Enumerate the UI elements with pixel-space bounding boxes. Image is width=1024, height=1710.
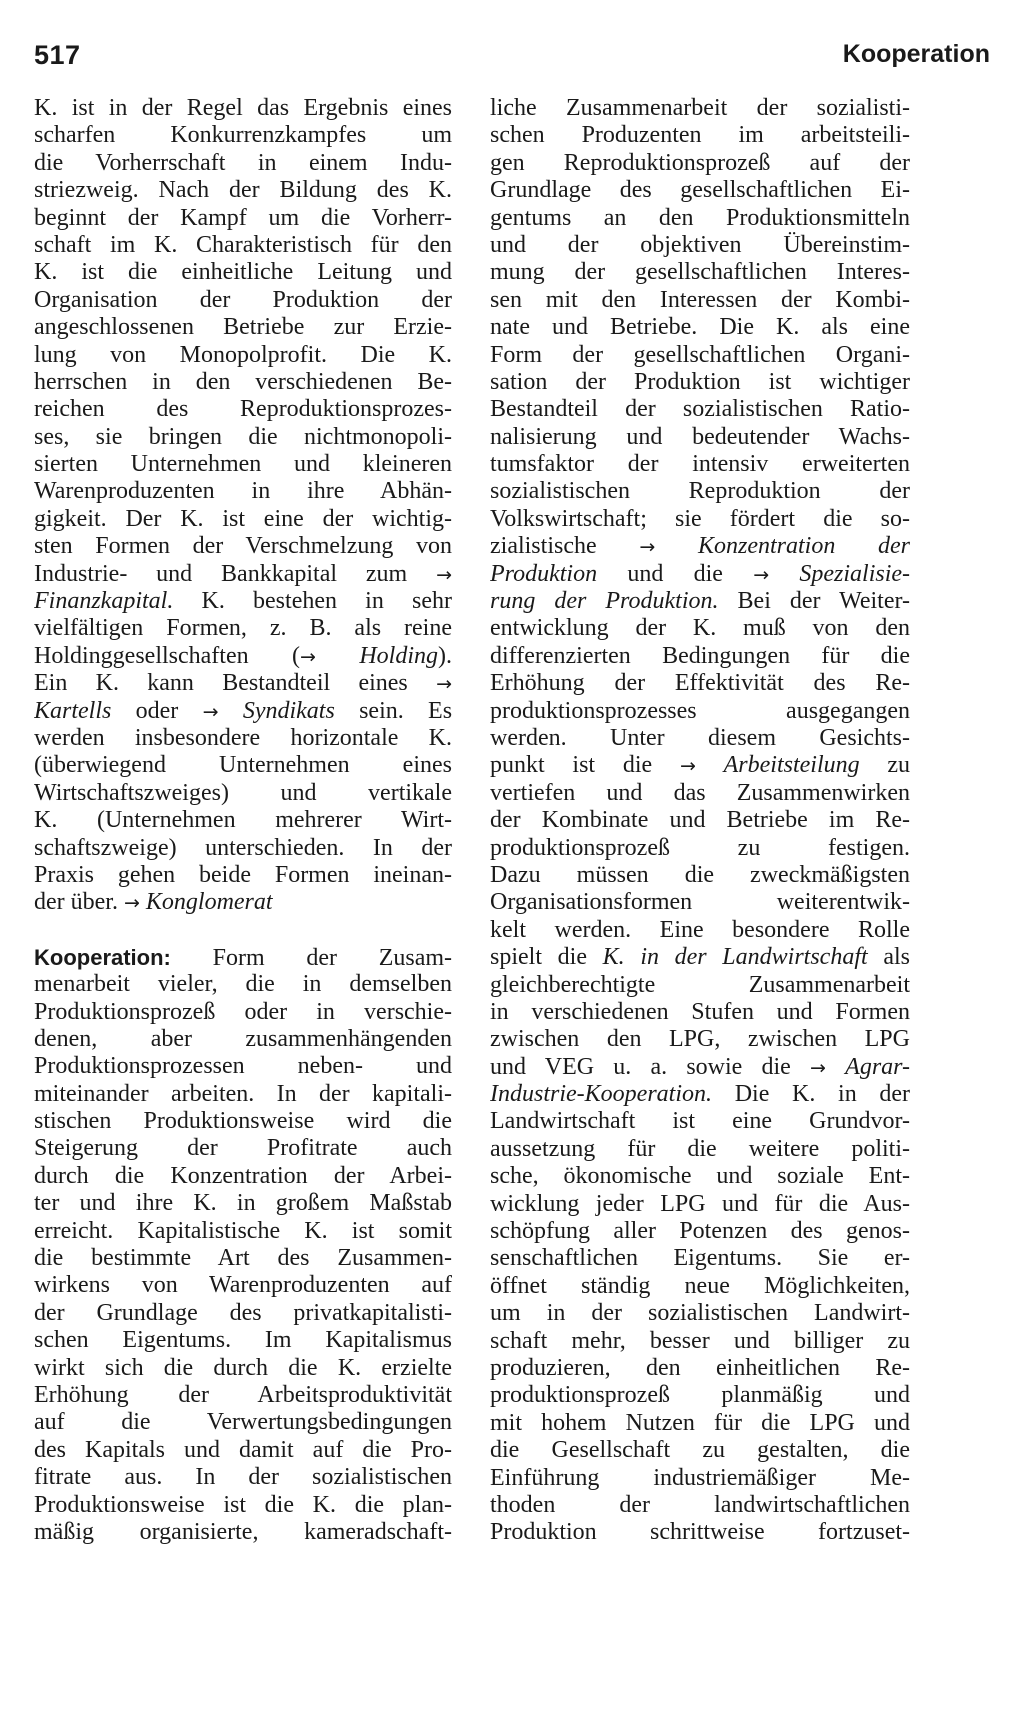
cross-reference[interactable]: Kartells: [34, 697, 112, 724]
entry-term: Kooperation:: [34, 944, 171, 970]
text-line: gigkeit. Der K. ist eine der wichtig-: [34, 505, 452, 532]
text-line: denen, aber zusammenhängenden: [34, 1025, 452, 1052]
text-line: lung von Monopolprofit. Die K.: [34, 341, 452, 368]
running-head: Kooperation: [842, 40, 990, 68]
cross-reference[interactable]: Syndikats: [242, 697, 335, 724]
text-line: spielt die K. in der Landwirtschaft als: [490, 944, 910, 971]
arrow-icon: →: [123, 892, 140, 915]
page-number: 517: [34, 40, 81, 70]
text-line: miteinander arbeiten. In der kapitali-: [34, 1080, 452, 1107]
arrow-icon: →: [639, 536, 656, 559]
text-line: wirkt sich die durch die K. erzielte: [34, 1354, 452, 1381]
text-line: Industrie-Kooperation. Die K. in der: [490, 1081, 910, 1108]
cross-reference[interactable]: Agrar-: [845, 1053, 910, 1080]
text-line: öffnet ständig neue Möglichkeiten,: [490, 1272, 910, 1299]
text-line: Industrie- und Bankkapital zum →: [34, 560, 452, 587]
text-line: vertiefen und das Zusammenwirken: [490, 779, 910, 806]
text-line: Erhöhung der Effektivität des Re-: [490, 670, 910, 697]
text-line: beginnt der Kampf um die Vorherr-: [34, 204, 452, 231]
text-line: kelt werden. Eine besondere Rolle: [490, 916, 910, 943]
text-line: und der objektiven Übereinstim-: [490, 231, 910, 258]
text-line: wirkens von Warenproduzenten auf: [34, 1272, 452, 1299]
text-line: die Gesellschaft zu gestalten, die: [490, 1437, 910, 1464]
text-line: gen Reproduktionsprozeß auf der: [490, 149, 910, 176]
cross-reference[interactable]: K. in der Landwirtschaft: [602, 944, 868, 971]
cross-reference[interactable]: Spezialisie-: [799, 560, 910, 587]
text-line: Bestandteil der sozialistischen Ratio-: [490, 396, 910, 423]
right-column: [490, 95, 910, 1547]
text-line: wicklung jeder LPG und für die Aus-: [490, 1190, 910, 1217]
text-line: sozialistischen Reproduktion der: [490, 478, 910, 505]
text-line: sten Formen der Verschmelzung von: [34, 533, 452, 560]
text-line: Kartells oder → Syndikats sein. Es: [34, 697, 452, 724]
cross-reference[interactable]: Arbeitsteilung: [723, 752, 860, 779]
text-line: vielfältigen Formen, z. B. als reine: [34, 615, 452, 642]
text-line: die Vorherrschaft in einem Indu-: [34, 149, 452, 176]
text-line: Einführung industriemäßiger Me-: [490, 1464, 910, 1491]
text-line: reichen des Reproduktionsprozes-: [34, 396, 452, 423]
text-line: menarbeit vieler, die in demselben: [34, 971, 452, 998]
cross-reference[interactable]: Konzentration der: [697, 533, 910, 560]
cross-reference[interactable]: rung der Produktion.: [490, 588, 719, 615]
page-header: [34, 40, 990, 80]
text-line: Grundlage des gesellschaftlichen Ei-: [490, 177, 910, 204]
text-line: schaft mehr, besser und billiger zu: [490, 1327, 910, 1354]
text-line: mit hohem Nutzen für die LPG und: [490, 1409, 910, 1436]
text-line: Landwirtschaft ist eine Grundvor-: [490, 1108, 910, 1135]
text-line: sche, ökonomische und soziale Ent-: [490, 1163, 910, 1190]
text-line: striezweig. Nach der Bildung des K.: [34, 177, 452, 204]
arrow-icon: →: [810, 1056, 826, 1079]
text-line: nate und Betriebe. Die K. als eine: [490, 314, 910, 341]
text-line: Produktionsweise ist die K. die plan-: [34, 1491, 452, 1518]
entry-gap: [34, 917, 452, 944]
text-line: Produktion schrittweise fortzuset-: [490, 1519, 910, 1546]
cross-reference[interactable]: Konglomerat: [145, 889, 273, 916]
text-line: thoden der landwirtschaftlichen: [490, 1491, 910, 1518]
arrow-icon: →: [753, 563, 770, 586]
text-line: schöpfung aller Potenzen des genos-: [490, 1218, 910, 1245]
text-line: aussetzung für die weitere politi-: [490, 1135, 910, 1162]
text-line: angeschlossenen Betriebe zur Erzie-: [34, 314, 452, 341]
text-line: und VEG u. a. sowie die → Agrar-: [490, 1053, 910, 1080]
text-line: K. (Unternehmen mehrerer Wirt-: [34, 807, 452, 834]
text-line: in verschiedenen Stufen und Formen: [490, 998, 910, 1025]
text-line: Form der gesellschaftlichen Organi-: [490, 341, 910, 368]
text-line: durch die Konzentration der Arbei-: [34, 1162, 452, 1189]
text-line: mung der gesellschaftlichen Interes-: [490, 259, 910, 286]
text-line: Produktionsprozeß oder in verschie-: [34, 998, 452, 1025]
text-line: liche Zusammenarbeit der sozialisti-: [490, 95, 910, 121]
text-line: Dazu müssen die zweckmäßigsten: [490, 861, 910, 888]
text-line: ses, sie bringen die nichtmonopoli-: [34, 423, 452, 450]
text-line: K. ist die einheitliche Leitung und: [34, 259, 452, 286]
text-line: gentums an den Produktionsmitteln: [490, 204, 910, 231]
text-line: der Kombinate und Betriebe im Re-: [490, 807, 910, 834]
arrow-icon: →: [202, 700, 219, 723]
text-line: erreicht. Kapitalistische K. ist somit: [34, 1217, 452, 1244]
text-line: um in der sozialistischen Landwirt-: [490, 1300, 910, 1327]
text-line: Produktion und die → Spezialisie-: [490, 560, 910, 587]
arrow-icon: →: [436, 563, 452, 586]
text-line: schen Eigentums. Im Kapitalismus: [34, 1327, 452, 1354]
text-line: Warenproduzenten in ihre Abhän-: [34, 478, 452, 505]
text-line: der Grundlage des privatkapitalisti-: [34, 1299, 452, 1326]
text-line: sation der Produktion ist wichtiger: [490, 368, 910, 395]
text-line: Produktionsprozessen neben- und: [34, 1053, 452, 1080]
text-line: senschaftlichen Eigentums. Sie er-: [490, 1245, 910, 1272]
text-line: Organisation der Produktion der: [34, 286, 452, 313]
text-line: entwicklung der K. muß von den: [490, 615, 910, 642]
text-line: Finanzkapital. K. bestehen in sehr: [34, 588, 452, 615]
cross-reference[interactable]: Industrie-Kooperation.: [490, 1081, 712, 1108]
text-line: werden. Unter diesem Gesichts-: [490, 724, 910, 751]
text-line: sierten Unternehmen und kleineren: [34, 451, 452, 478]
left-column: [34, 95, 452, 1546]
text-line: produktionsprozeß planmäßig und: [490, 1382, 910, 1409]
text-line: Volkswirtschaft; sie fördert die so-: [490, 505, 910, 532]
text-line: Holdinggesellschaften (→ Holding).: [34, 642, 452, 669]
text-line: sen mit den Interessen der Kombi-: [490, 286, 910, 313]
text-line: K. ist in der Regel das Ergebnis eines: [34, 95, 452, 121]
text-line: nalisierung und bedeutender Wachs-: [490, 423, 910, 450]
cross-reference[interactable]: Produktion: [490, 560, 598, 587]
text-line: des Kapitals und damit auf die Pro-: [34, 1436, 452, 1463]
text-line: Kooperation: Form der Zusam-: [34, 944, 452, 971]
text-line: Praxis gehen beide Formen ineinan-: [34, 861, 452, 888]
arrow-icon: →: [679, 755, 696, 778]
text-line: stischen Produktionsweise wird die: [34, 1108, 452, 1135]
text-line: Erhöhung der Arbeitsproduktivität: [34, 1381, 452, 1408]
text-line: gleichberechtigte Zusammenarbeit: [490, 971, 910, 998]
text-line: produzieren, den einheitlichen Re-: [490, 1354, 910, 1381]
text-line: ter und ihre K. in großem Maßstab: [34, 1190, 452, 1217]
arrow-icon: →: [300, 645, 316, 668]
text-line: produktionsprozeß zu festigen.: [490, 834, 910, 861]
text-line: tumsfaktor der intensiv erweiterten: [490, 451, 910, 478]
text-line: Organisationsformen weiterentwik-: [490, 889, 910, 916]
text-line: herrschen in den verschiedenen Be-: [34, 368, 452, 395]
text-line: Ein K. kann Bestandteil eines →: [34, 670, 452, 697]
text-line: scharfen Konkurrenzkampfes um: [34, 122, 452, 149]
text-line: mäßig organisierte, kameradschaft-: [34, 1518, 452, 1545]
text-line: (überwiegend Unternehmen eines: [34, 752, 452, 779]
text-line: Steigerung der Profitrate auch: [34, 1135, 452, 1162]
text-line: rung der Produktion. Bei der Weiter-: [490, 588, 910, 615]
text-line: schaft im K. Charakteristisch für den: [34, 231, 452, 258]
text-line: werden insbesondere horizontale K.: [34, 724, 452, 751]
text-line: der über. → Konglomerat: [34, 889, 273, 916]
arrow-icon: →: [436, 673, 452, 696]
text-line: differenzierten Bedingungen für die: [490, 642, 910, 669]
text-line: produktionsprozesses ausgegangen: [490, 697, 910, 724]
cross-reference[interactable]: Finanzkapital.: [34, 588, 174, 615]
cross-reference[interactable]: Holding: [359, 642, 438, 669]
text-line: Wirtschaftszweiges) und vertikale: [34, 779, 452, 806]
text-line: schaftszweige) unterschieden. In der: [34, 834, 452, 861]
text-line: zialistische → Konzentration der: [490, 533, 910, 560]
text-line: auf die Verwertungsbedingungen: [34, 1409, 452, 1436]
text-line: punkt ist die → Arbeitsteilung zu: [490, 752, 910, 779]
text-line: die bestimmte Art des Zusammen-: [34, 1245, 452, 1272]
text-line: fitrate aus. In der sozialistischen: [34, 1464, 452, 1491]
text-line: zwischen den LPG, zwischen LPG: [490, 1026, 910, 1053]
text-line: schen Produzenten im arbeitsteili-: [490, 122, 910, 149]
